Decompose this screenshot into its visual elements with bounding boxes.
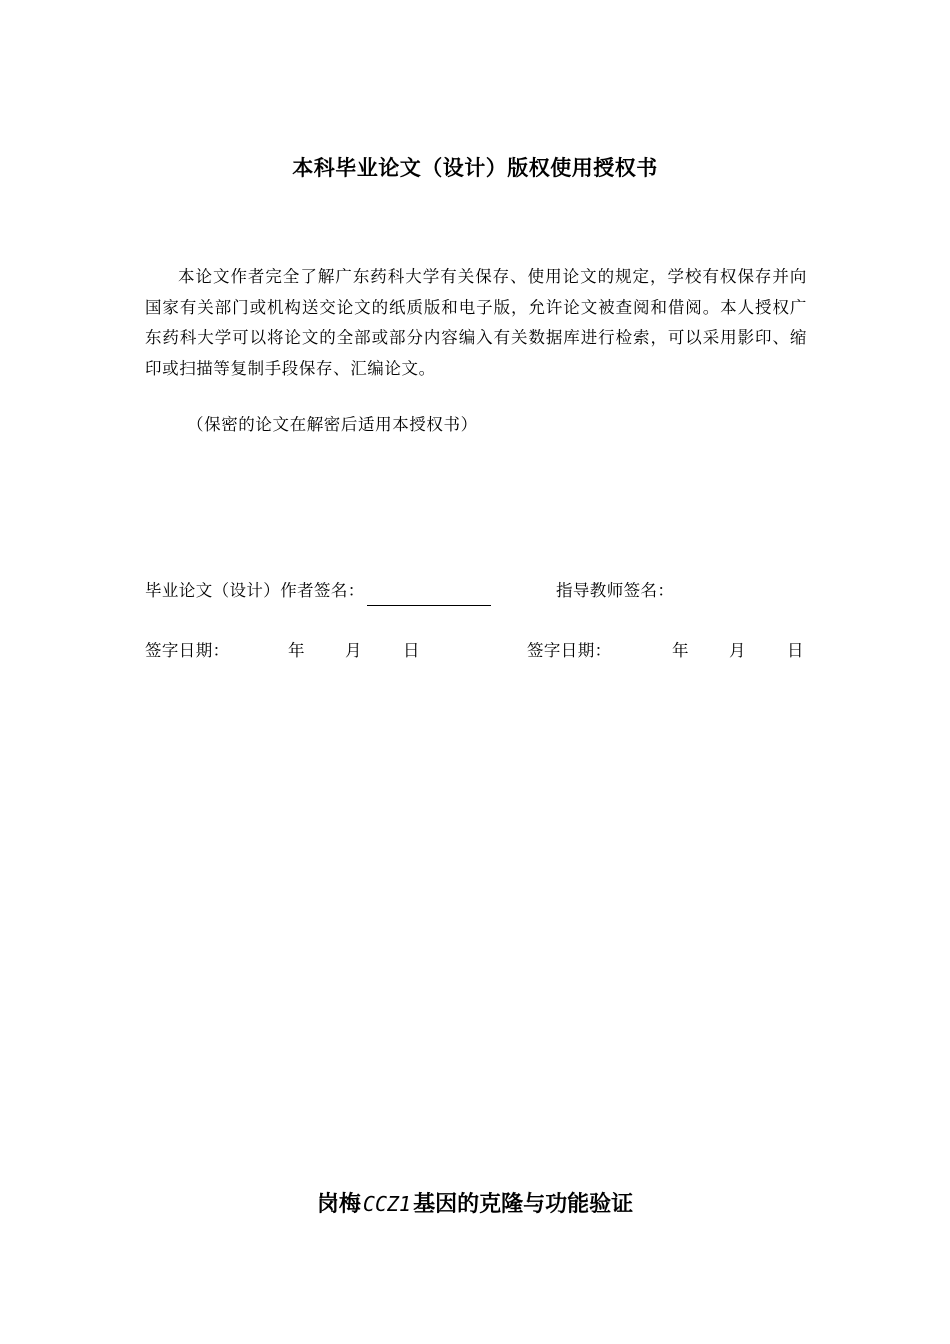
signature-row (145, 576, 807, 606)
author-signature-label: 毕业论文（设计）作者签名： (145, 581, 365, 600)
advisor-date-year: 年 (672, 641, 689, 660)
date-row (145, 636, 807, 666)
thesis-title (0, 1186, 950, 1223)
author-signature-line[interactable] (367, 583, 491, 606)
author-date-year: 年 (288, 641, 305, 660)
page-title: 本科毕业论文（设计）版权使用授权书 (292, 156, 658, 180)
advisor-date-day: 日 (787, 641, 804, 660)
thesis-title-suffix: 基因的克隆与功能验证 (413, 1192, 634, 1217)
author-date-label: 签字日期： (145, 641, 230, 660)
thesis-title-gene: CCZ1 (362, 1192, 412, 1216)
author-date-month: 月 (345, 641, 362, 660)
confidentiality-note: （保密的论文在解密后适用本授权书） (187, 415, 478, 434)
author-signature (145, 576, 491, 606)
advisor-date-label: 签字日期： (527, 641, 612, 660)
authorization-paragraph: 本论文作者完全了解广东药科大学有关保存、使用论文的规定，学校有权保存并向国家有关部门或机构送交论文的纸质版和电子版，允许论文被查阅和借阅。本人授权广东药科大学可以将论文的全部或部分内容编入有关数据库进行检索，可以采用影印、缩印或扫描等复制手段保存、汇编论文。 (145, 267, 807, 378)
advisor-date-month: 月 (729, 641, 746, 660)
author-date-day: 日 (403, 641, 420, 660)
thesis-title-prefix: 岗梅 (316, 1192, 361, 1217)
advisor-signature-label: 指导教师签名： (556, 581, 675, 600)
